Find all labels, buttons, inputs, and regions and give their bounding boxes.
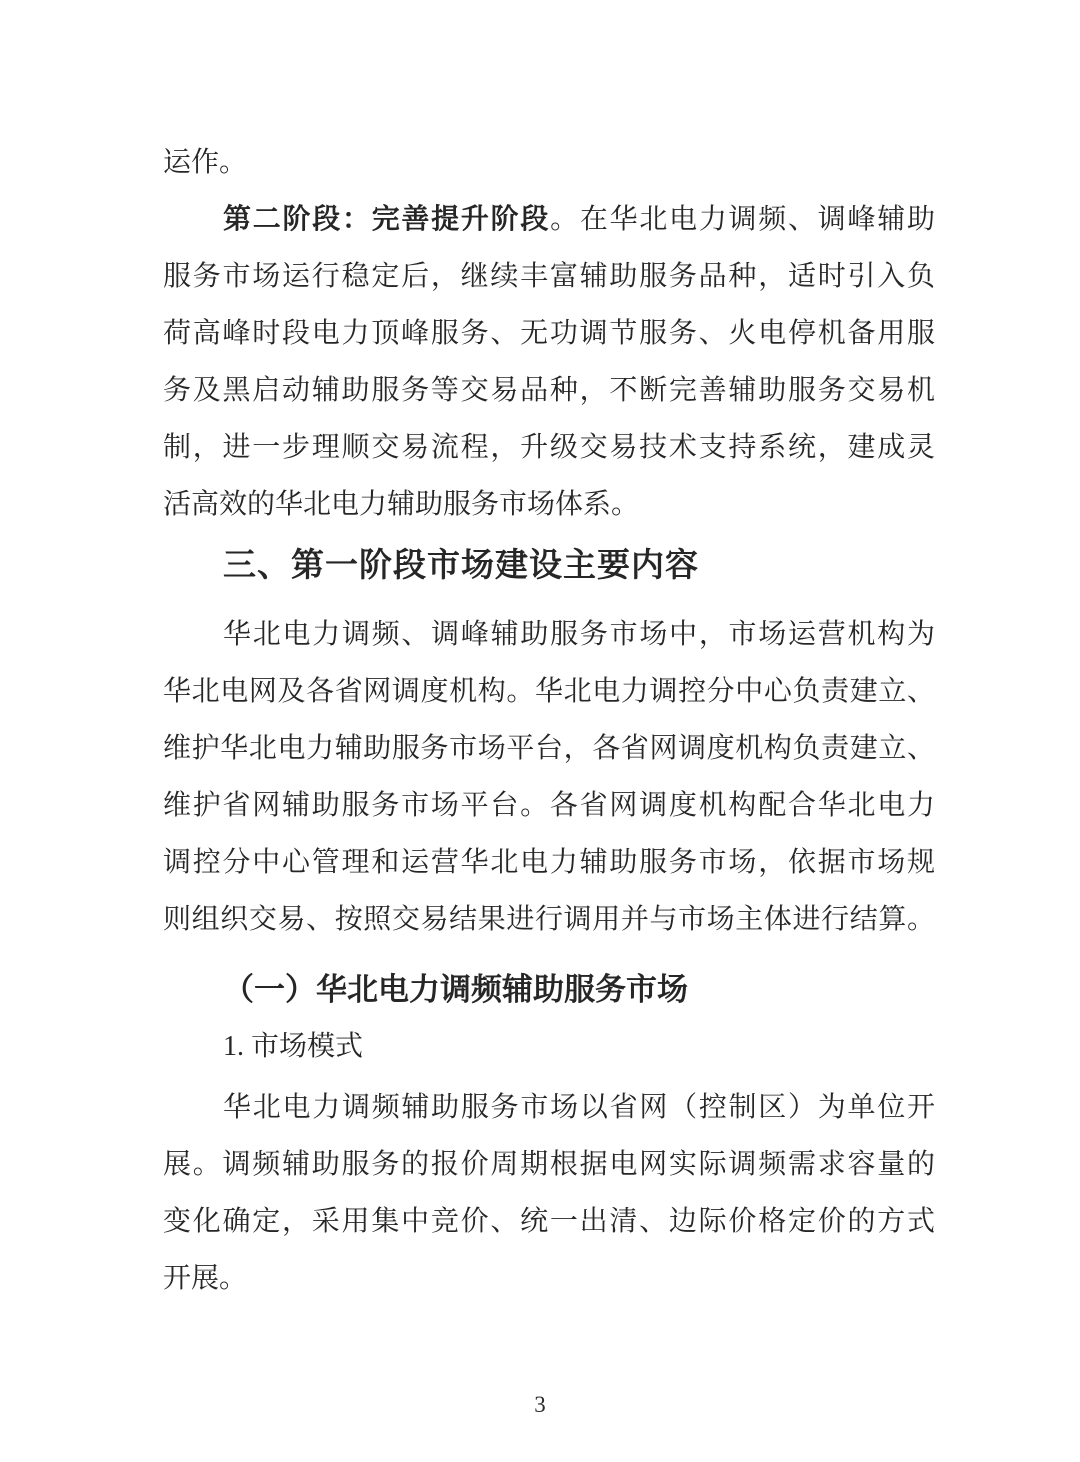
stage2-paragraph-line: 服务市场运行稳定后，继续丰富辅助服务品种，适时引入负 [163,261,935,292]
stage2-paragraph-last-line: 活高效的华北电力辅助服务市场体系。 [163,489,640,520]
section3-paragraph-line: 维护华北电力辅助服务市场平台，各省网调度机构负责建立、 [163,733,935,764]
section3-paragraph-line: 调控分中心管理和运营华北电力辅助服务市场，依据市场规 [163,847,935,878]
section3-paragraph-first-line: 华北电力调频、调峰辅助服务市场中，市场运营机构为 [223,619,935,650]
section3-paragraph-line: 维护省网辅助服务市场平台。各省网调度机构配合华北电力 [163,790,935,821]
stage2-paragraph-line: 制，进一步理顺交易流程，升级交易技术支持系统，建成灵 [163,432,935,463]
stage2-lead-bold: 第二阶段：完善提升阶段 [223,204,551,235]
numbered-item-line: 1. 市场模式 [223,1031,364,1062]
stage2-lead-rest: 。在华北电力调频、调峰辅助 [550,204,935,235]
document-body [163,134,935,1307]
section3-paragraph-line: 华北电网及各省网调度机构。华北电力调控分中心负责建立、 [163,676,935,707]
page-number: 3 [534,1392,546,1417]
sub1-paragraph-first-line: 华北电力调频辅助服务市场以省网（控制区）为单位开 [223,1092,935,1123]
subsection-heading: （一）华北电力调频辅助服务市场 [223,972,688,1007]
stage2-paragraph-line: 荷高峰时段电力顶峰服务、无功调节服务、火电停机备用服 [163,318,935,349]
stage2-paragraph-line: 务及黑启动辅助服务等交易品种，不断完善辅助服务交易机 [163,375,935,406]
section-heading: 三、第一阶段市场建设主要内容 [223,546,699,583]
sub1-paragraph-last-line: 开展。 [163,1263,248,1294]
sub1-paragraph-line: 展。调频辅助服务的报价周期根据电网实际调频需求容量的 [163,1149,935,1180]
section3-paragraph-last-line: 则组织交易、按照交易结果进行调用并与市场主体进行结算。 [163,904,935,935]
paragraph-end-line: 运作。 [163,147,248,178]
stage2-lead-line [163,191,935,248]
sub1-paragraph-line: 变化确定，采用集中竞价、统一出清、边际价格定价的方式 [163,1206,935,1237]
